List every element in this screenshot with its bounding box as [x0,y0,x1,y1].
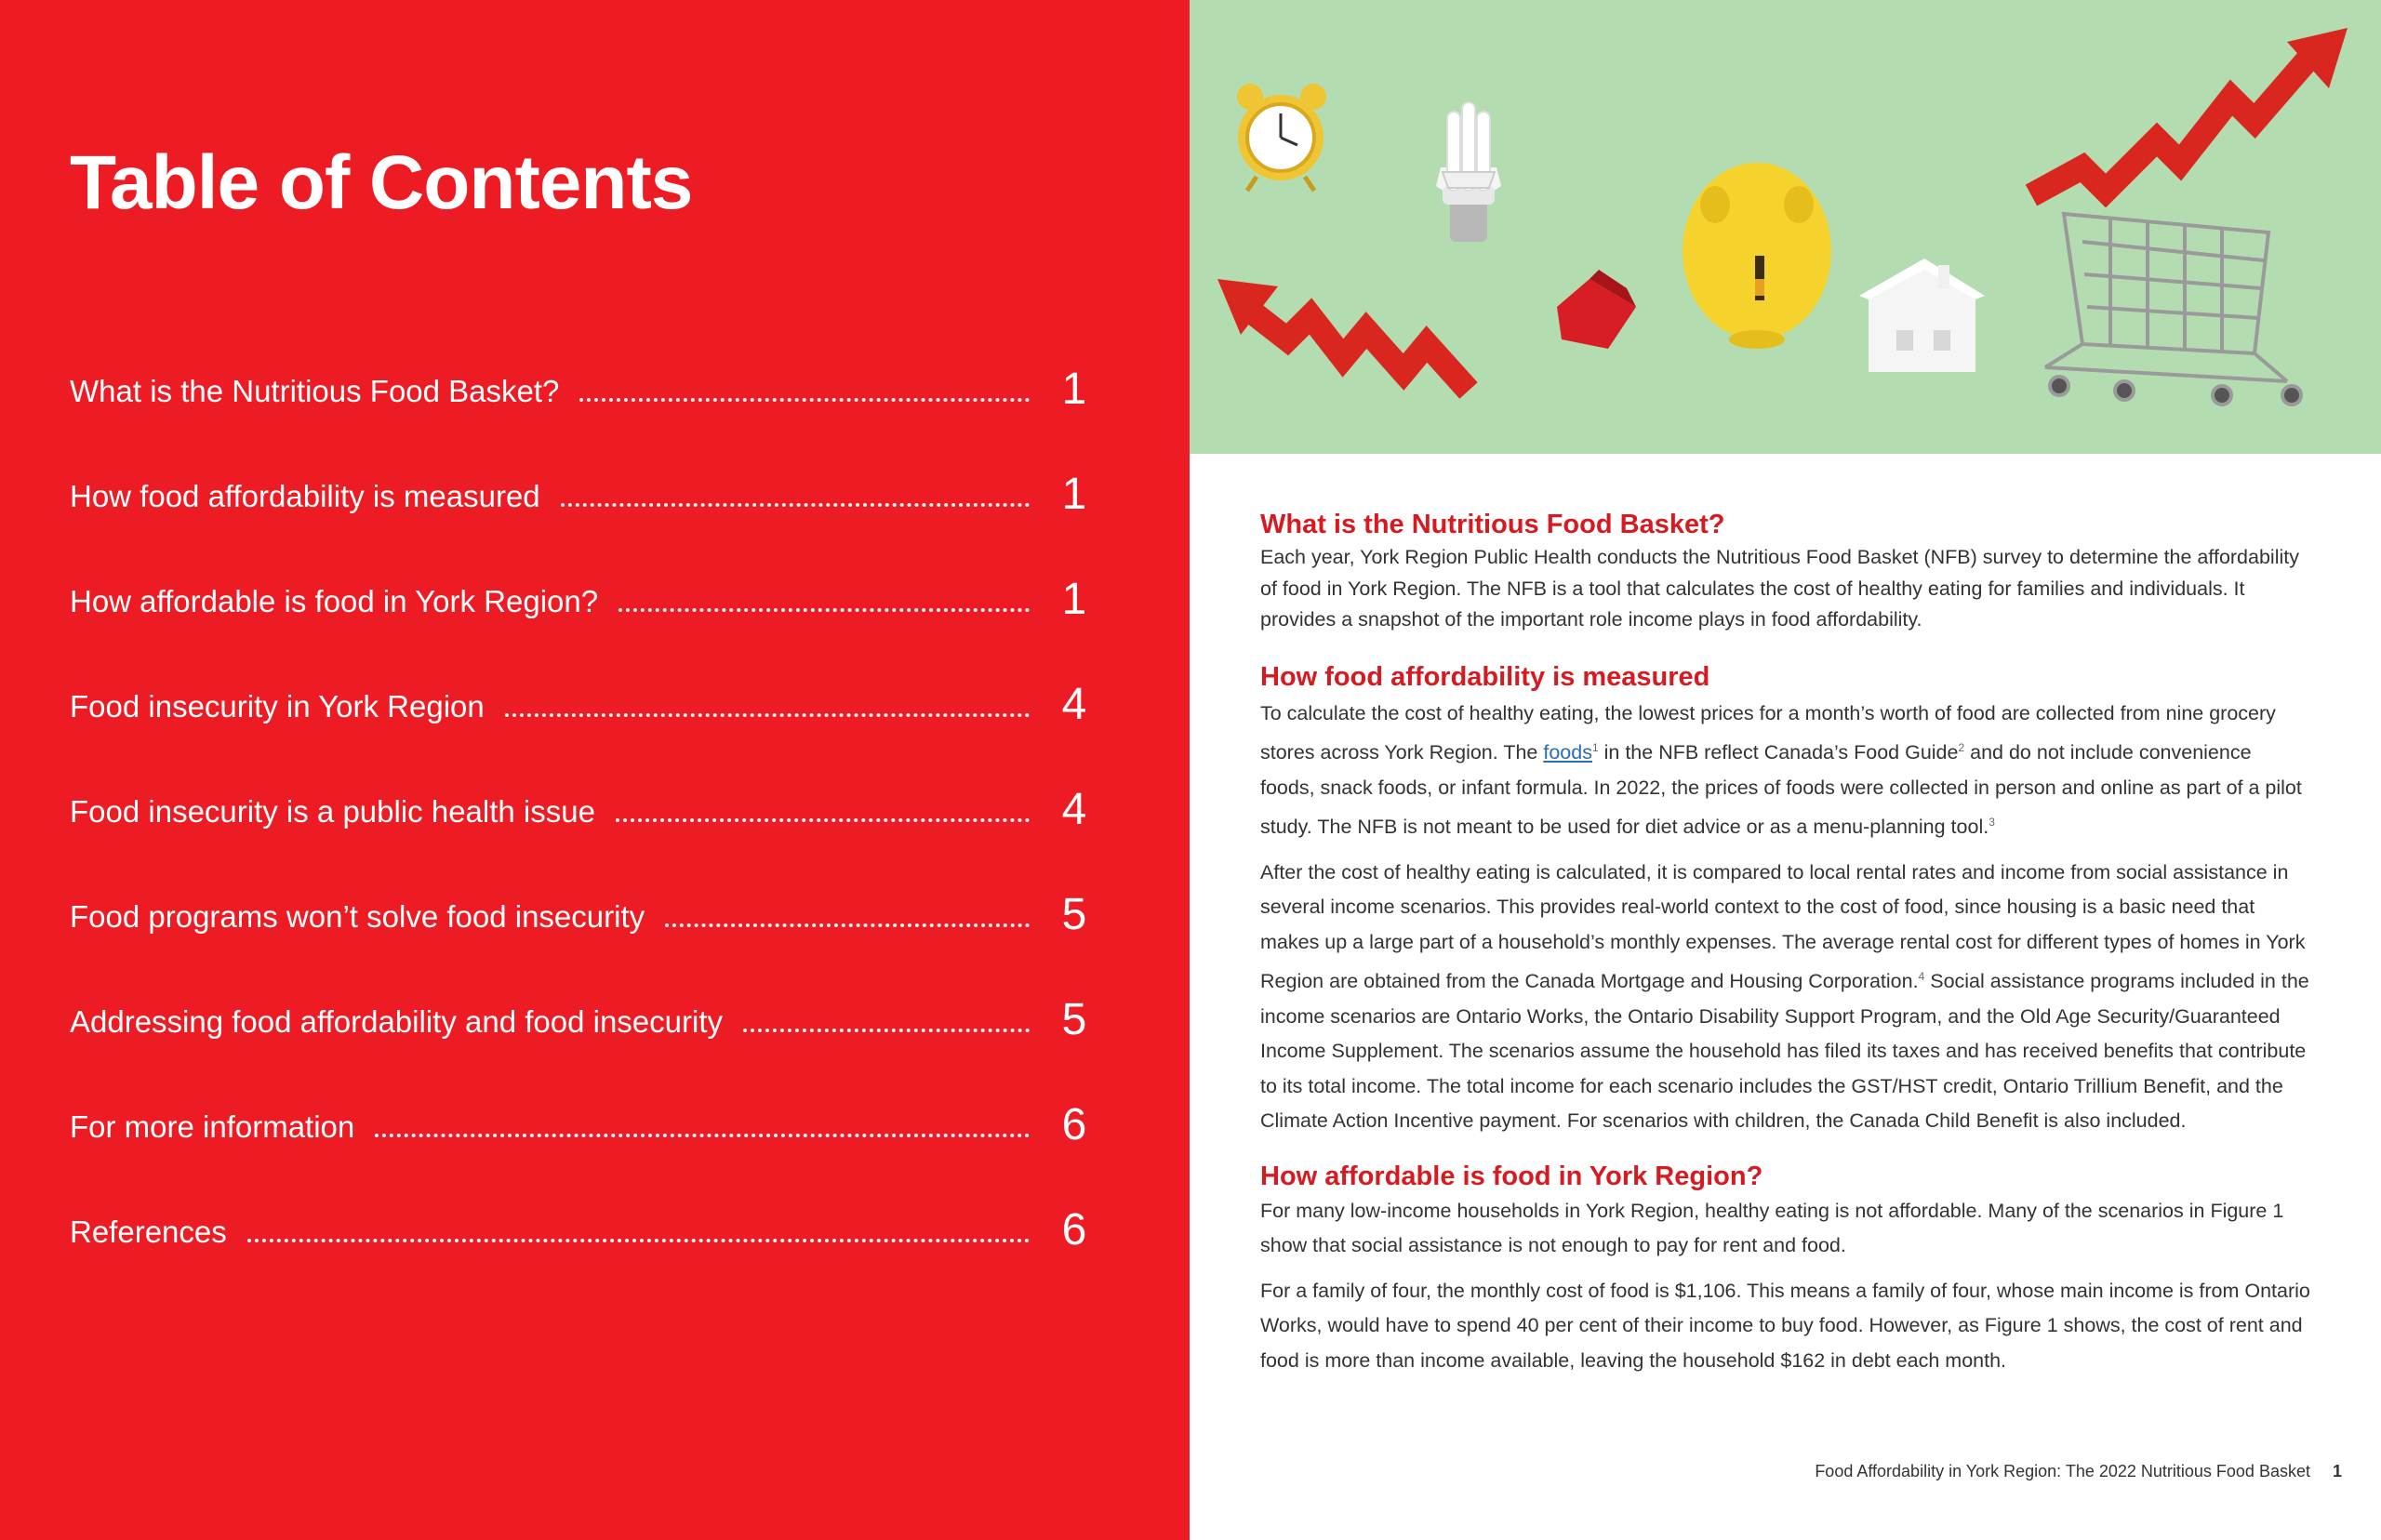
main-content [1260,510,2311,1378]
footnote-ref: 1 [1591,741,1599,754]
toc-entry-page: 4 [1061,680,1087,729]
paragraph-affordable-family-of-four: For a family of four, the monthly cost of food is $1,106. This means a family of four, whose main income is from Ontario Works, would have to spend 40 per cent of their income to buy food. However, as Figure 1 shows, the cost of rent and food is more than income available, leaving the household $162 in debt each month. [1260,1279,2310,1372]
toc-entry-label: Food insecurity is a public health issue [70,794,595,829]
toc-entry-label: How affordable is food in York Region? [70,584,599,618]
paragraph-affordable-low-income: For many low-income households in York Region, healthy eating is not affordable. Many of the scenarios in Figure 1 show that social assistance is not enough to pay for rent and food. [1260,1199,2284,1257]
toc-panel [0,0,1190,1540]
toc-entry-public-health-issue[interactable] [70,774,1102,839]
toc-leader-dots [561,503,1030,507]
paragraph-measured-cost [1260,697,2311,845]
toc-leader-dots [616,818,1030,822]
section-heading-how-affordable: How affordable is food in York Region? [1260,1161,1763,1191]
paragraph-measured-rental [1260,856,2311,1139]
toc-entry-page: 1 [1061,575,1087,624]
shopping-cart-icon [2045,214,2301,405]
hero-image [1190,0,2381,454]
house-icon [1859,259,1985,372]
page-number: 1 [2332,1462,2342,1480]
toc-leader-dots [619,608,1030,612]
toc-entry-food-insecurity[interactable] [70,669,1102,734]
hero-illustration [1190,0,2381,454]
toc-entry-label: Food programs won’t solve food insecurity [70,899,645,934]
alarm-clock-icon [1237,84,1326,191]
text-run: After the cost of healthy eating is calculated, it is compared to local rental rates and income from social assistance in several income scenarios. This provides real-world context to the cost of food, since housing is a basic need that makes up a large part of a household’s monthly expenses. The average rental cost for different types of homes in York Region are obtained from the Canada Mortgage and Housing Corporation. [1260,860,2306,993]
toc-title: Table of Contents [70,140,693,225]
toc-leader-dots [247,1239,1030,1242]
toc-entry-food-programs[interactable] [70,879,1102,944]
toc-entry-more-information[interactable] [70,1089,1102,1154]
toc-entry-page: 1 [1061,470,1087,519]
light-bulb-icon [1436,102,1501,242]
red-zigzag-arrow-icon [1217,279,1469,391]
toc-entry-label: For more information [70,1109,355,1144]
toc-entry-label: What is the Nutritious Food Basket? [70,374,560,408]
toc-entry-affordability-measured[interactable] [70,458,1102,524]
toc-leader-dots [375,1134,1030,1137]
section-heading-affordability-measured: How food affordability is measured [1260,661,1710,692]
toc-leader-dots [665,923,1030,927]
toc-entry-addressing-affordability[interactable] [70,984,1102,1049]
toc-entry-nutritious-food-basket[interactable] [70,353,1102,418]
toc-leader-dots [743,1029,1030,1032]
page-footer [1815,1462,2342,1481]
toc-entry-label: Food insecurity in York Region [70,689,485,724]
paragraph-nfb-intro: Each year, York Region Public Health conducts the Nutritious Food Basket (NFB) survey to determine the affordability of food in York Region. The NFB is a tool that calculates the cost of healthy eating for families and individuals. It provides a snapshot of the important role income plays in food affordability. [1260,546,2299,631]
text-run: To calculate the cost of healthy eating, the lowest prices for a month’s worth of food are collected from nine grocery stores across York Region. The [1260,701,2276,764]
text-run: Social assistance programs included in the income scenarios are Ontario Works, the Ontario Disability Support Program, and the Old Age Security/Guaranteed Income Supplement. The scenarios assume the household has filed its taxes and has received benefits that contribute to its total income. The total income for each scenario includes the GST/HST credit, Ontario Trillium Benefit, and the Climate Action Incentive payment. For scenarios with children, the Canada Child Benefit is also included. [1260,970,2309,1133]
toc-entry-page: 4 [1061,785,1087,834]
toc-entry-label: References [70,1215,227,1249]
piggy-bank-icon [1683,163,1831,349]
toc-entry-page: 1 [1061,365,1087,414]
toc-entry-page: 5 [1061,890,1087,939]
toc-leader-dots [579,398,1030,402]
toc-entry-how-affordable[interactable] [70,564,1102,629]
red-up-arrow-icon [2031,28,2348,195]
toc-entry-page: 6 [1061,1205,1087,1255]
toc-entry-page: 5 [1061,995,1087,1044]
red-block-icon [1557,270,1636,349]
text-run: in the NFB reflect Canada’s Food Guide [1598,741,1959,764]
toc-entry-references[interactable] [70,1194,1102,1259]
footer-title: Food Affordability in York Region: The 2022 Nutritious Food Basket [1815,1462,2310,1480]
footnote-ref: 4 [1918,970,1925,984]
section-heading-nutritious-food-basket: What is the Nutritious Food Basket? [1260,510,1725,539]
toc-entry-label: Addressing food affordability and food insecurity [70,1004,723,1039]
toc-entry-label: How food affordability is measured [70,479,540,513]
toc-entry-page: 6 [1061,1100,1087,1149]
foods-link[interactable]: foods [1543,741,1592,764]
footnote-ref: 3 [1989,816,1995,830]
toc-leader-dots [505,713,1030,717]
footnote-ref: 2 [1958,741,1965,754]
text-run: and do not include convenience foods, snack foods, or infant formula. In 2022, the prices of foods were collected in person and online as part of a pilot study. The NFB is not meant to be used for diet advice or as a menu-planning tool. [1260,741,2302,839]
